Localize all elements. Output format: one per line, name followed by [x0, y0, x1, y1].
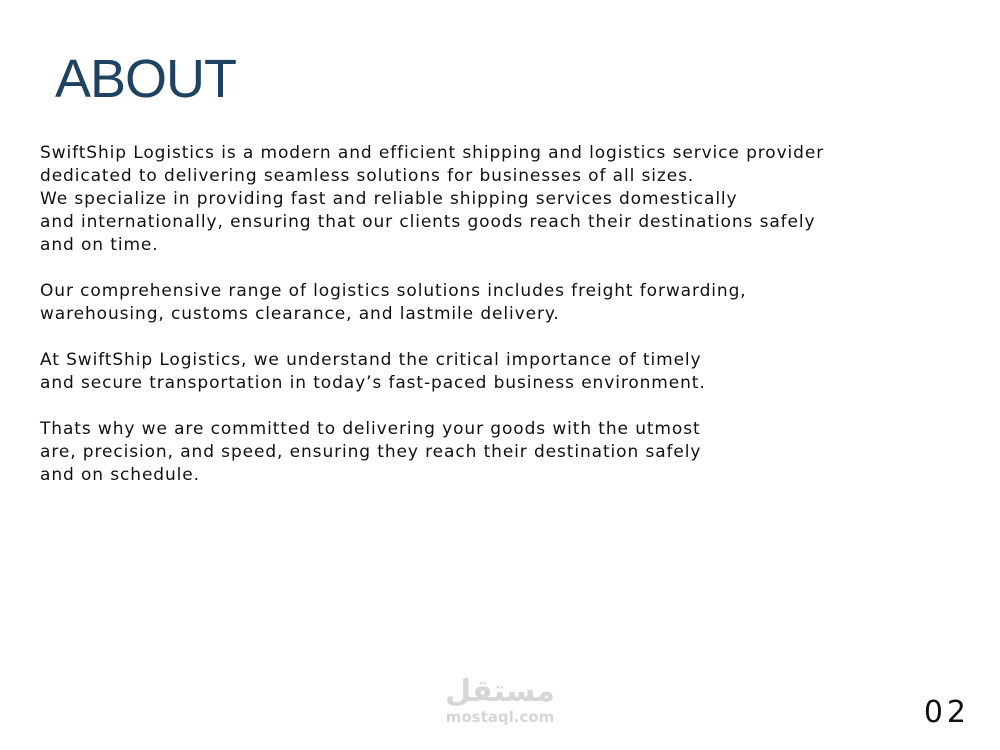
text-line: Our comprehensive range of logistics solutions includes freight forwarding, — [40, 281, 747, 301]
watermark-arabic-text: مستقل — [445, 674, 555, 709]
text-line: SwiftShip Logistics is a modern and efficient shipping and logistics service provider — [40, 143, 825, 163]
text-line: and secure transportation in today’s fast‐paced business environment. — [40, 373, 706, 393]
paragraph-services — [40, 280, 940, 326]
mostaql-watermark — [438, 675, 562, 725]
text-line: and internationally, ensuring that our clients goods reach their destinations safely — [40, 212, 816, 232]
about-body — [40, 142, 940, 510]
text-line: Thats why we are committed to delivering your goods with the utmost — [40, 419, 701, 439]
page-number: 02 — [923, 695, 970, 730]
paragraph-commitment — [40, 418, 940, 487]
text-line: and on time. — [40, 235, 159, 255]
paragraph-intro — [40, 142, 940, 257]
text-line: and on schedule. — [40, 465, 200, 485]
text-line: We specialize in providing fast and reliable shipping services domestically — [40, 189, 738, 209]
text-line: warehousing, customs clearance, and lastmile delivery. — [40, 304, 560, 324]
watermark-url-text: mostaql.com — [445, 708, 555, 726]
text-line: dedicated to delivering seamless solutions for businesses of all sizes. — [40, 166, 695, 186]
page-title: ABOUT — [55, 49, 237, 109]
paragraph-importance — [40, 349, 940, 395]
text-line: are, precision, and speed, ensuring they reach their destination safely — [40, 442, 702, 462]
text-line: At SwiftShip Logistics, we understand the critical importance of timely — [40, 350, 702, 370]
